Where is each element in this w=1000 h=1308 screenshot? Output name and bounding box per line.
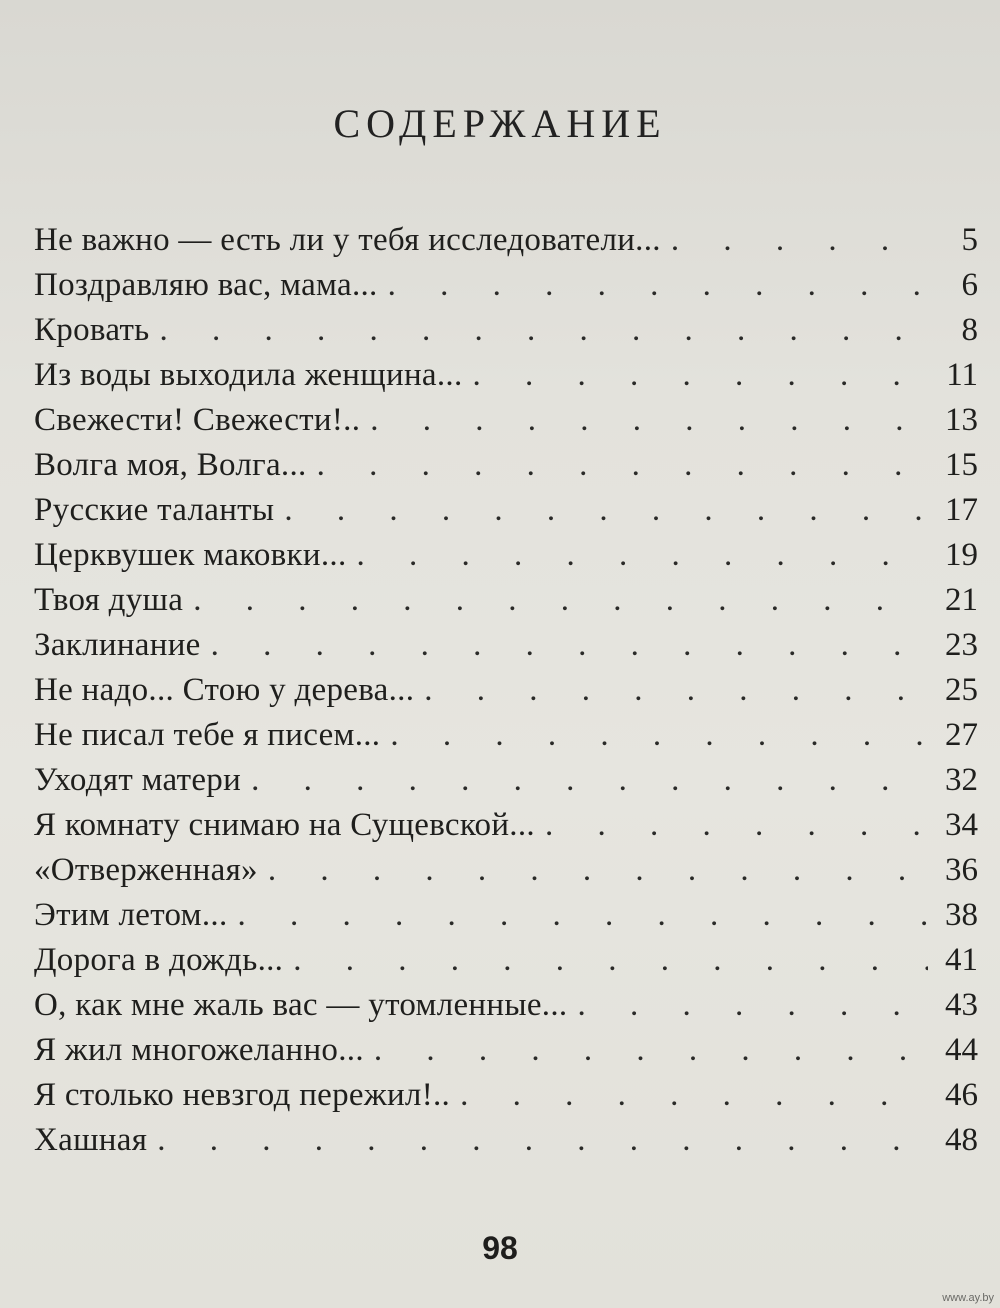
entry-page: 5 (961, 222, 978, 258)
entry-title: Я столько невзгод пережил!.. (34, 1077, 451, 1113)
entry-title: Русские таланты (34, 492, 275, 528)
toc-entry (34, 488, 978, 533)
leader-dots (238, 893, 928, 938)
entry-title: Кровать (34, 312, 150, 348)
toc-entry (34, 983, 978, 1028)
toc-entry (34, 218, 978, 263)
leader-dots (317, 443, 928, 488)
entry-page: 11 (946, 357, 978, 393)
toc-entry (34, 398, 978, 443)
page-number: 98 (482, 1230, 518, 1266)
leader-dots (160, 308, 928, 353)
entry-title: «Отверженная» (34, 852, 258, 888)
entry-page: 41 (945, 942, 978, 978)
toc-entry (34, 758, 978, 803)
entry-title: Не надо... Стою у дерева... (34, 672, 415, 708)
entry-title: Церквушек маковки... (34, 537, 347, 573)
leader-dots (357, 533, 929, 578)
entry-page: 46 (945, 1077, 978, 1113)
leader-dots (193, 578, 928, 623)
entry-page: 43 (945, 987, 978, 1023)
toc-entry (34, 1028, 978, 1073)
toc-entry (34, 848, 978, 893)
entry-page: 6 (961, 267, 978, 303)
toc-entry (34, 1073, 978, 1118)
entry-page: 38 (945, 897, 978, 933)
toc-entry (34, 803, 978, 848)
toc-entry (34, 623, 978, 668)
leader-dots (157, 1118, 928, 1163)
leader-dots (370, 398, 928, 443)
toc-entry (34, 578, 978, 623)
leader-dots (460, 1073, 928, 1118)
leader-dots (671, 218, 928, 263)
toc-entry (34, 938, 978, 983)
table-of-contents (34, 218, 978, 1163)
leader-dots (251, 758, 928, 803)
entry-title: Волга моя, Волга... (34, 447, 307, 483)
entry-title: Твоя душа (34, 582, 184, 618)
leader-dots (577, 983, 928, 1028)
toc-entry (34, 353, 978, 398)
entry-page: 19 (945, 537, 978, 573)
toc-entry (34, 263, 978, 308)
entry-page: 8 (961, 312, 978, 348)
entry-page: 48 (945, 1122, 978, 1158)
site-watermark: www.ay.by (942, 1292, 994, 1304)
leader-dots (211, 623, 928, 668)
toc-entry (34, 308, 978, 353)
leader-dots (545, 803, 928, 848)
entry-page: 21 (945, 582, 978, 618)
entry-page: 15 (945, 447, 978, 483)
entry-title: Не важно — есть ли у тебя исследователи... (34, 222, 661, 258)
leader-dots (424, 668, 928, 713)
entry-page: 13 (945, 402, 978, 438)
entry-title: Я жил многожеланно... (34, 1032, 364, 1068)
entry-page: 23 (945, 627, 978, 663)
toc-entry (34, 443, 978, 488)
contents-heading: СОДЕРЖАНИЕ (333, 101, 667, 146)
toc-entry (34, 713, 978, 758)
entry-title: Этим летом... (34, 897, 228, 933)
entry-title: Не писал тебе я писем... (34, 717, 381, 753)
toc-entry (34, 668, 978, 713)
entry-title: Я комнату снимаю на Сущевской... (34, 807, 535, 843)
entry-title: Уходят матери (34, 762, 242, 798)
leader-dots (293, 938, 928, 983)
entry-page: 34 (945, 807, 978, 843)
entry-title: Поздравляю вас, мама... (34, 267, 378, 303)
entry-title: Хашная (34, 1122, 148, 1158)
entry-page: 36 (945, 852, 978, 888)
toc-entry (34, 533, 978, 578)
entry-page: 17 (945, 492, 978, 528)
entry-title: Свежести! Свежести!.. (34, 402, 361, 438)
entry-page: 32 (945, 762, 978, 798)
leader-dots (473, 353, 929, 398)
toc-entry (34, 893, 978, 938)
entry-title: Дорога в дождь... (34, 942, 284, 978)
toc-entry (34, 1118, 978, 1163)
entry-title: Заклинание (34, 627, 201, 663)
entry-page: 44 (945, 1032, 978, 1068)
leader-dots (388, 263, 928, 308)
leader-dots (284, 488, 928, 533)
entry-page: 25 (945, 672, 978, 708)
leader-dots (374, 1028, 928, 1073)
leader-dots (268, 848, 928, 893)
entry-title: О, как мне жаль вас — утомленные... (34, 987, 568, 1023)
leader-dots (390, 713, 928, 758)
entry-page: 27 (945, 717, 978, 753)
entry-title: Из воды выходила женщина... (34, 357, 463, 393)
